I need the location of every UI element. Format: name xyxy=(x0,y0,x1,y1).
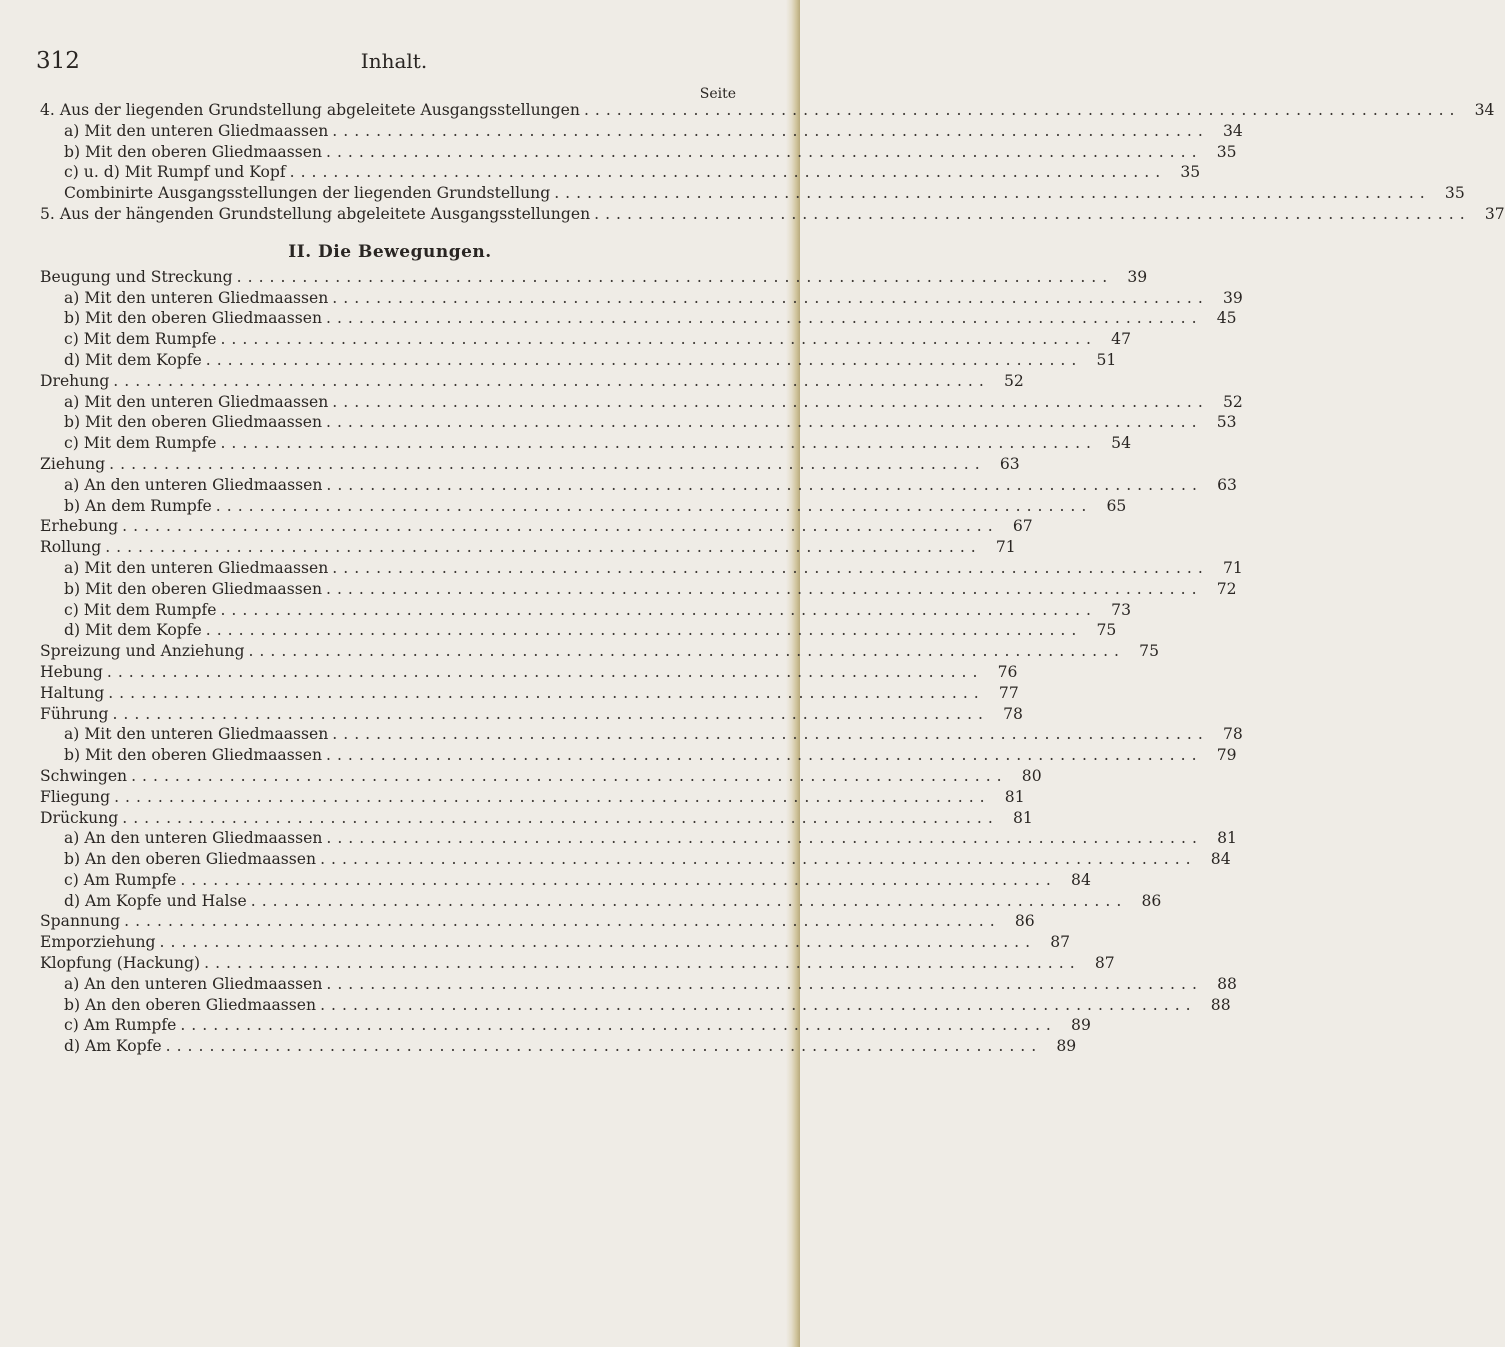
toc-entry-label: Ziehung xyxy=(40,454,106,473)
toc-entry-page: 79 xyxy=(1216,746,1237,765)
toc-entry xyxy=(40,516,1033,537)
toc-entry-page: 81 xyxy=(1012,808,1033,827)
toc-entry-label: c) Mit dem Rumpfe xyxy=(64,434,217,453)
dot-leader: ................................................................................ xyxy=(122,808,999,827)
dot-leader: ................................................................................ xyxy=(112,704,989,723)
toc-entry xyxy=(40,204,1505,225)
toc-entry-label: Spreizung und Anziehung xyxy=(40,642,245,661)
toc-entry xyxy=(40,953,1115,974)
toc-entry xyxy=(40,932,1071,953)
toc-entry-page: 53 xyxy=(1216,413,1237,432)
dot-leader: ................................................................................ xyxy=(220,434,1098,453)
toc-entry-label: Rollung xyxy=(40,538,102,557)
toc-entry-page: 78 xyxy=(1223,725,1243,744)
dot-leader: ................................................................................ xyxy=(109,454,986,473)
dot-leader: ................................................................................ xyxy=(583,101,1461,119)
toc-entry-page: 78 xyxy=(1003,704,1023,723)
toc-entry xyxy=(40,371,1024,392)
toc-entry-label: Führung xyxy=(40,704,109,723)
toc-entry xyxy=(40,454,1020,475)
dot-leader: ................................................................................ xyxy=(114,787,991,806)
toc-entry xyxy=(40,808,1033,829)
toc-section-2 xyxy=(40,267,1243,1057)
toc-entry-label: c) u. d) Mit Rumpf und Kopf xyxy=(64,163,286,182)
toc-entry xyxy=(40,288,1243,309)
toc-entry xyxy=(40,496,1127,517)
toc-entry xyxy=(40,745,1237,766)
toc-entry-page: 54 xyxy=(1111,434,1132,453)
dot-leader: ................................................................................ xyxy=(215,496,1093,515)
dot-leader: ................................................................................ xyxy=(554,184,1431,203)
toc-entry xyxy=(40,100,1495,121)
toc-entry-page: 80 xyxy=(1021,766,1042,785)
toc-entry-page: 77 xyxy=(998,683,1019,702)
toc-entry-page: 52 xyxy=(1223,392,1243,411)
toc-entry-label: a) Mit den unteren Gliedmaassen xyxy=(64,121,329,140)
toc-entry xyxy=(40,121,1243,142)
toc-entry-label: c) Mit dem Rumpfe xyxy=(64,330,217,349)
dot-leader: ................................................................................ xyxy=(113,371,990,390)
toc-entry xyxy=(40,600,1132,621)
toc-entry xyxy=(40,766,1042,787)
toc-entry-label: Hebung xyxy=(40,662,103,681)
toc-entry-label: b) Mit den oberen Gliedmaassen xyxy=(64,142,322,161)
toc-entry-page: 88 xyxy=(1217,974,1237,993)
toc-entry-label: b) Mit den oberen Gliedmaassen xyxy=(64,579,322,598)
toc-entry xyxy=(40,995,1231,1016)
toc-entry-label: d) Mit dem Kopfe xyxy=(64,621,202,640)
dot-leader: ................................................................................ xyxy=(180,870,1057,889)
toc-entry-label: Haltung xyxy=(40,683,105,702)
toc-entry-page: 84 xyxy=(1071,870,1091,889)
toc-entry-label: Combinirte Ausgangsstellungen der liegenden Grundstellung xyxy=(64,184,551,203)
toc-entry xyxy=(40,849,1231,870)
toc-entry-page: 47 xyxy=(1111,330,1132,349)
toc-entry-label: 4. Aus der liegenden Grundstellung abgeleitete Ausgangsstellungen xyxy=(40,101,580,119)
toc-entry-page: 88 xyxy=(1210,995,1231,1014)
toc-entry-label: b) Mit den oberen Gliedmaassen xyxy=(64,309,322,328)
toc-entry xyxy=(40,537,1016,558)
dot-leader: ................................................................................ xyxy=(320,995,1197,1014)
toc-entry-label: a) Mit den unteren Gliedmaassen xyxy=(64,288,329,307)
toc-entry-page: 87 xyxy=(1050,933,1071,952)
toc-entry-label: 5. Aus der hängenden Grundstellung abgeleitete Ausgangsstellungen xyxy=(40,204,591,223)
dot-leader: ................................................................................ xyxy=(326,579,1203,598)
dot-leader: ................................................................................ xyxy=(332,558,1209,577)
toc-entry-page: 81 xyxy=(1217,829,1237,848)
toc-entry-label: b) An den oberen Gliedmaassen xyxy=(64,995,317,1014)
toc-entry-page: 71 xyxy=(1223,558,1243,577)
dot-leader: ................................................................................ xyxy=(131,766,1008,785)
toc-entry-page: 76 xyxy=(997,662,1018,681)
toc-section-1 xyxy=(40,100,1505,225)
toc-entry xyxy=(40,162,1201,183)
dot-leader: ................................................................................ xyxy=(122,517,999,536)
dot-leader: ................................................................................ xyxy=(236,267,1114,286)
section-heading: II. Die Bewegungen. xyxy=(288,241,492,262)
dot-leader: ................................................................................ xyxy=(332,725,1209,744)
toc-entry-page: 86 xyxy=(1141,891,1162,910)
toc-entry-page: 75 xyxy=(1139,642,1159,661)
toc-entry xyxy=(40,142,1237,163)
toc-entry xyxy=(40,475,1237,496)
toc-entry xyxy=(40,704,1023,725)
toc-entry xyxy=(40,662,1018,683)
toc-entry xyxy=(40,350,1117,371)
dot-leader: ................................................................................ xyxy=(332,288,1209,307)
toc-entry xyxy=(40,267,1148,288)
dot-leader: ................................................................................ xyxy=(332,121,1209,140)
toc-entry-label: b) Mit den oberen Gliedmaassen xyxy=(64,746,322,765)
toc-entry xyxy=(40,329,1132,350)
toc-entry xyxy=(40,870,1091,891)
toc-entry-label: d) Mit dem Kopfe xyxy=(64,350,202,369)
toc-entry-label: a) An den unteren Gliedmaassen xyxy=(64,974,323,993)
toc-entry-page: 39 xyxy=(1127,267,1148,286)
toc-entry-page: 63 xyxy=(1217,475,1237,494)
toc-entry-label: a) An den unteren Gliedmaassen xyxy=(64,829,323,848)
toc-entry xyxy=(40,828,1237,849)
toc-entry-label: Drückung xyxy=(40,808,119,827)
dot-leader: ................................................................................ xyxy=(205,621,1083,640)
toc-entry xyxy=(40,974,1237,995)
toc-entry xyxy=(40,641,1159,662)
running-head-title: Inhalt. xyxy=(360,49,428,73)
table-of-contents xyxy=(40,100,1505,1057)
dot-leader: ................................................................................ xyxy=(106,662,984,681)
dot-leader: ................................................................................ xyxy=(332,392,1209,411)
toc-entry xyxy=(40,683,1019,704)
toc-entry xyxy=(40,433,1132,454)
toc-entry-page: 52 xyxy=(1004,371,1024,390)
dot-leader: ................................................................................ xyxy=(108,683,985,702)
toc-entry xyxy=(40,724,1243,745)
toc-entry xyxy=(40,620,1117,641)
toc-entry-page: 39 xyxy=(1223,288,1243,307)
dot-leader: ................................................................................ xyxy=(124,912,1001,931)
dot-leader: ................................................................................ xyxy=(165,1037,1043,1056)
toc-entry-page: 34 xyxy=(1223,121,1243,140)
toc-entry-page: 67 xyxy=(1012,517,1033,536)
toc-entry-page: 73 xyxy=(1111,600,1132,619)
dot-leader: ................................................................................ xyxy=(326,413,1203,432)
toc-entry-page: 89 xyxy=(1056,1037,1077,1056)
toc-entry-label: Klopfung (Hackung) xyxy=(40,954,201,973)
dot-leader: ................................................................................ xyxy=(180,1016,1057,1035)
toc-entry-label: b) An den oberen Gliedmaassen xyxy=(64,850,317,869)
page-number: 312 xyxy=(36,48,80,74)
toc-entry-label: a) Mit den unteren Gliedmaassen xyxy=(64,392,329,411)
toc-entry-label: c) Am Rumpfe xyxy=(64,1016,177,1035)
toc-entry-label: c) Mit dem Rumpfe xyxy=(64,600,217,619)
toc-entry xyxy=(40,392,1243,413)
page-header xyxy=(36,48,752,88)
dot-leader: ................................................................................ xyxy=(204,954,1081,973)
toc-entry-label: Spannung xyxy=(40,912,121,931)
toc-entry xyxy=(40,558,1243,579)
toc-entry-label: a) Mit den unteren Gliedmaassen xyxy=(64,725,329,744)
toc-entry-label: a) Mit den unteren Gliedmaassen xyxy=(64,558,329,577)
toc-entry-label: d) Am Kopfe xyxy=(64,1037,162,1056)
toc-entry-label: a) An den unteren Gliedmaassen xyxy=(64,475,323,494)
toc-entry-page: 35 xyxy=(1216,142,1237,161)
toc-entry xyxy=(40,412,1237,433)
dot-leader: ................................................................................ xyxy=(320,850,1197,869)
dot-leader: ................................................................................ xyxy=(250,891,1128,910)
dot-leader: ................................................................................ xyxy=(289,163,1167,182)
toc-entry-page: 84 xyxy=(1210,850,1231,869)
toc-entry-label: Erhebung xyxy=(40,517,119,536)
toc-entry-label: d) Am Kopfe und Halse xyxy=(64,891,247,910)
toc-entry-page: 87 xyxy=(1094,954,1115,973)
toc-entry-label: Schwingen xyxy=(40,766,128,785)
dot-leader: ................................................................................ xyxy=(159,933,1037,952)
toc-entry xyxy=(40,891,1162,912)
toc-entry-page: 81 xyxy=(1004,787,1025,806)
toc-entry-page: 51 xyxy=(1096,350,1117,369)
toc-entry-page: 86 xyxy=(1014,912,1035,931)
toc-entry-page: 37 xyxy=(1484,204,1505,223)
dot-leader: ................................................................................ xyxy=(105,538,982,557)
toc-entry-page: 65 xyxy=(1106,496,1127,515)
dot-leader: ................................................................................ xyxy=(326,142,1203,161)
toc-entry-page: 75 xyxy=(1096,621,1117,640)
dot-leader: ................................................................................ xyxy=(326,829,1203,848)
toc-entry-page: 35 xyxy=(1444,184,1465,203)
dot-leader: ................................................................................ xyxy=(326,475,1203,494)
toc-entry-page: 35 xyxy=(1180,163,1201,182)
toc-entry-label: c) Am Rumpfe xyxy=(64,870,177,889)
toc-entry-label: Emporziehung xyxy=(40,933,156,952)
toc-entry-page: 89 xyxy=(1071,1016,1091,1035)
dot-leader: ................................................................................ xyxy=(326,309,1203,328)
toc-entry xyxy=(40,308,1237,329)
toc-entry xyxy=(40,579,1237,600)
toc-entry-page: 71 xyxy=(995,538,1016,557)
dot-leader: ................................................................................ xyxy=(326,746,1203,765)
toc-entry xyxy=(40,1036,1077,1057)
dot-leader: ................................................................................ xyxy=(205,350,1083,369)
toc-entry-label: b) An dem Rumpfe xyxy=(64,496,212,515)
toc-entry xyxy=(40,1015,1091,1036)
dot-leader: ................................................................................ xyxy=(248,642,1125,661)
toc-entry xyxy=(40,183,1465,204)
page-column-label: Seite xyxy=(699,86,736,102)
toc-entry xyxy=(40,787,1025,808)
toc-entry-label: b) Mit den oberen Gliedmaassen xyxy=(64,413,322,432)
toc-entry-page: 72 xyxy=(1216,579,1237,598)
dot-leader: ................................................................................ xyxy=(220,600,1098,619)
dot-leader: ................................................................................ xyxy=(326,974,1203,993)
toc-entry-label: Fliegung xyxy=(40,787,111,806)
toc-entry xyxy=(40,911,1035,932)
toc-entry-page: 34 xyxy=(1474,101,1495,119)
dot-leader: ................................................................................ xyxy=(594,204,1471,223)
toc-entry-label: Drehung xyxy=(40,371,110,390)
toc-entry-page: 45 xyxy=(1216,309,1237,328)
toc-entry-page: 63 xyxy=(999,454,1020,473)
toc-entry-label: Beugung und Streckung xyxy=(40,267,233,286)
dot-leader: ................................................................................ xyxy=(220,330,1098,349)
